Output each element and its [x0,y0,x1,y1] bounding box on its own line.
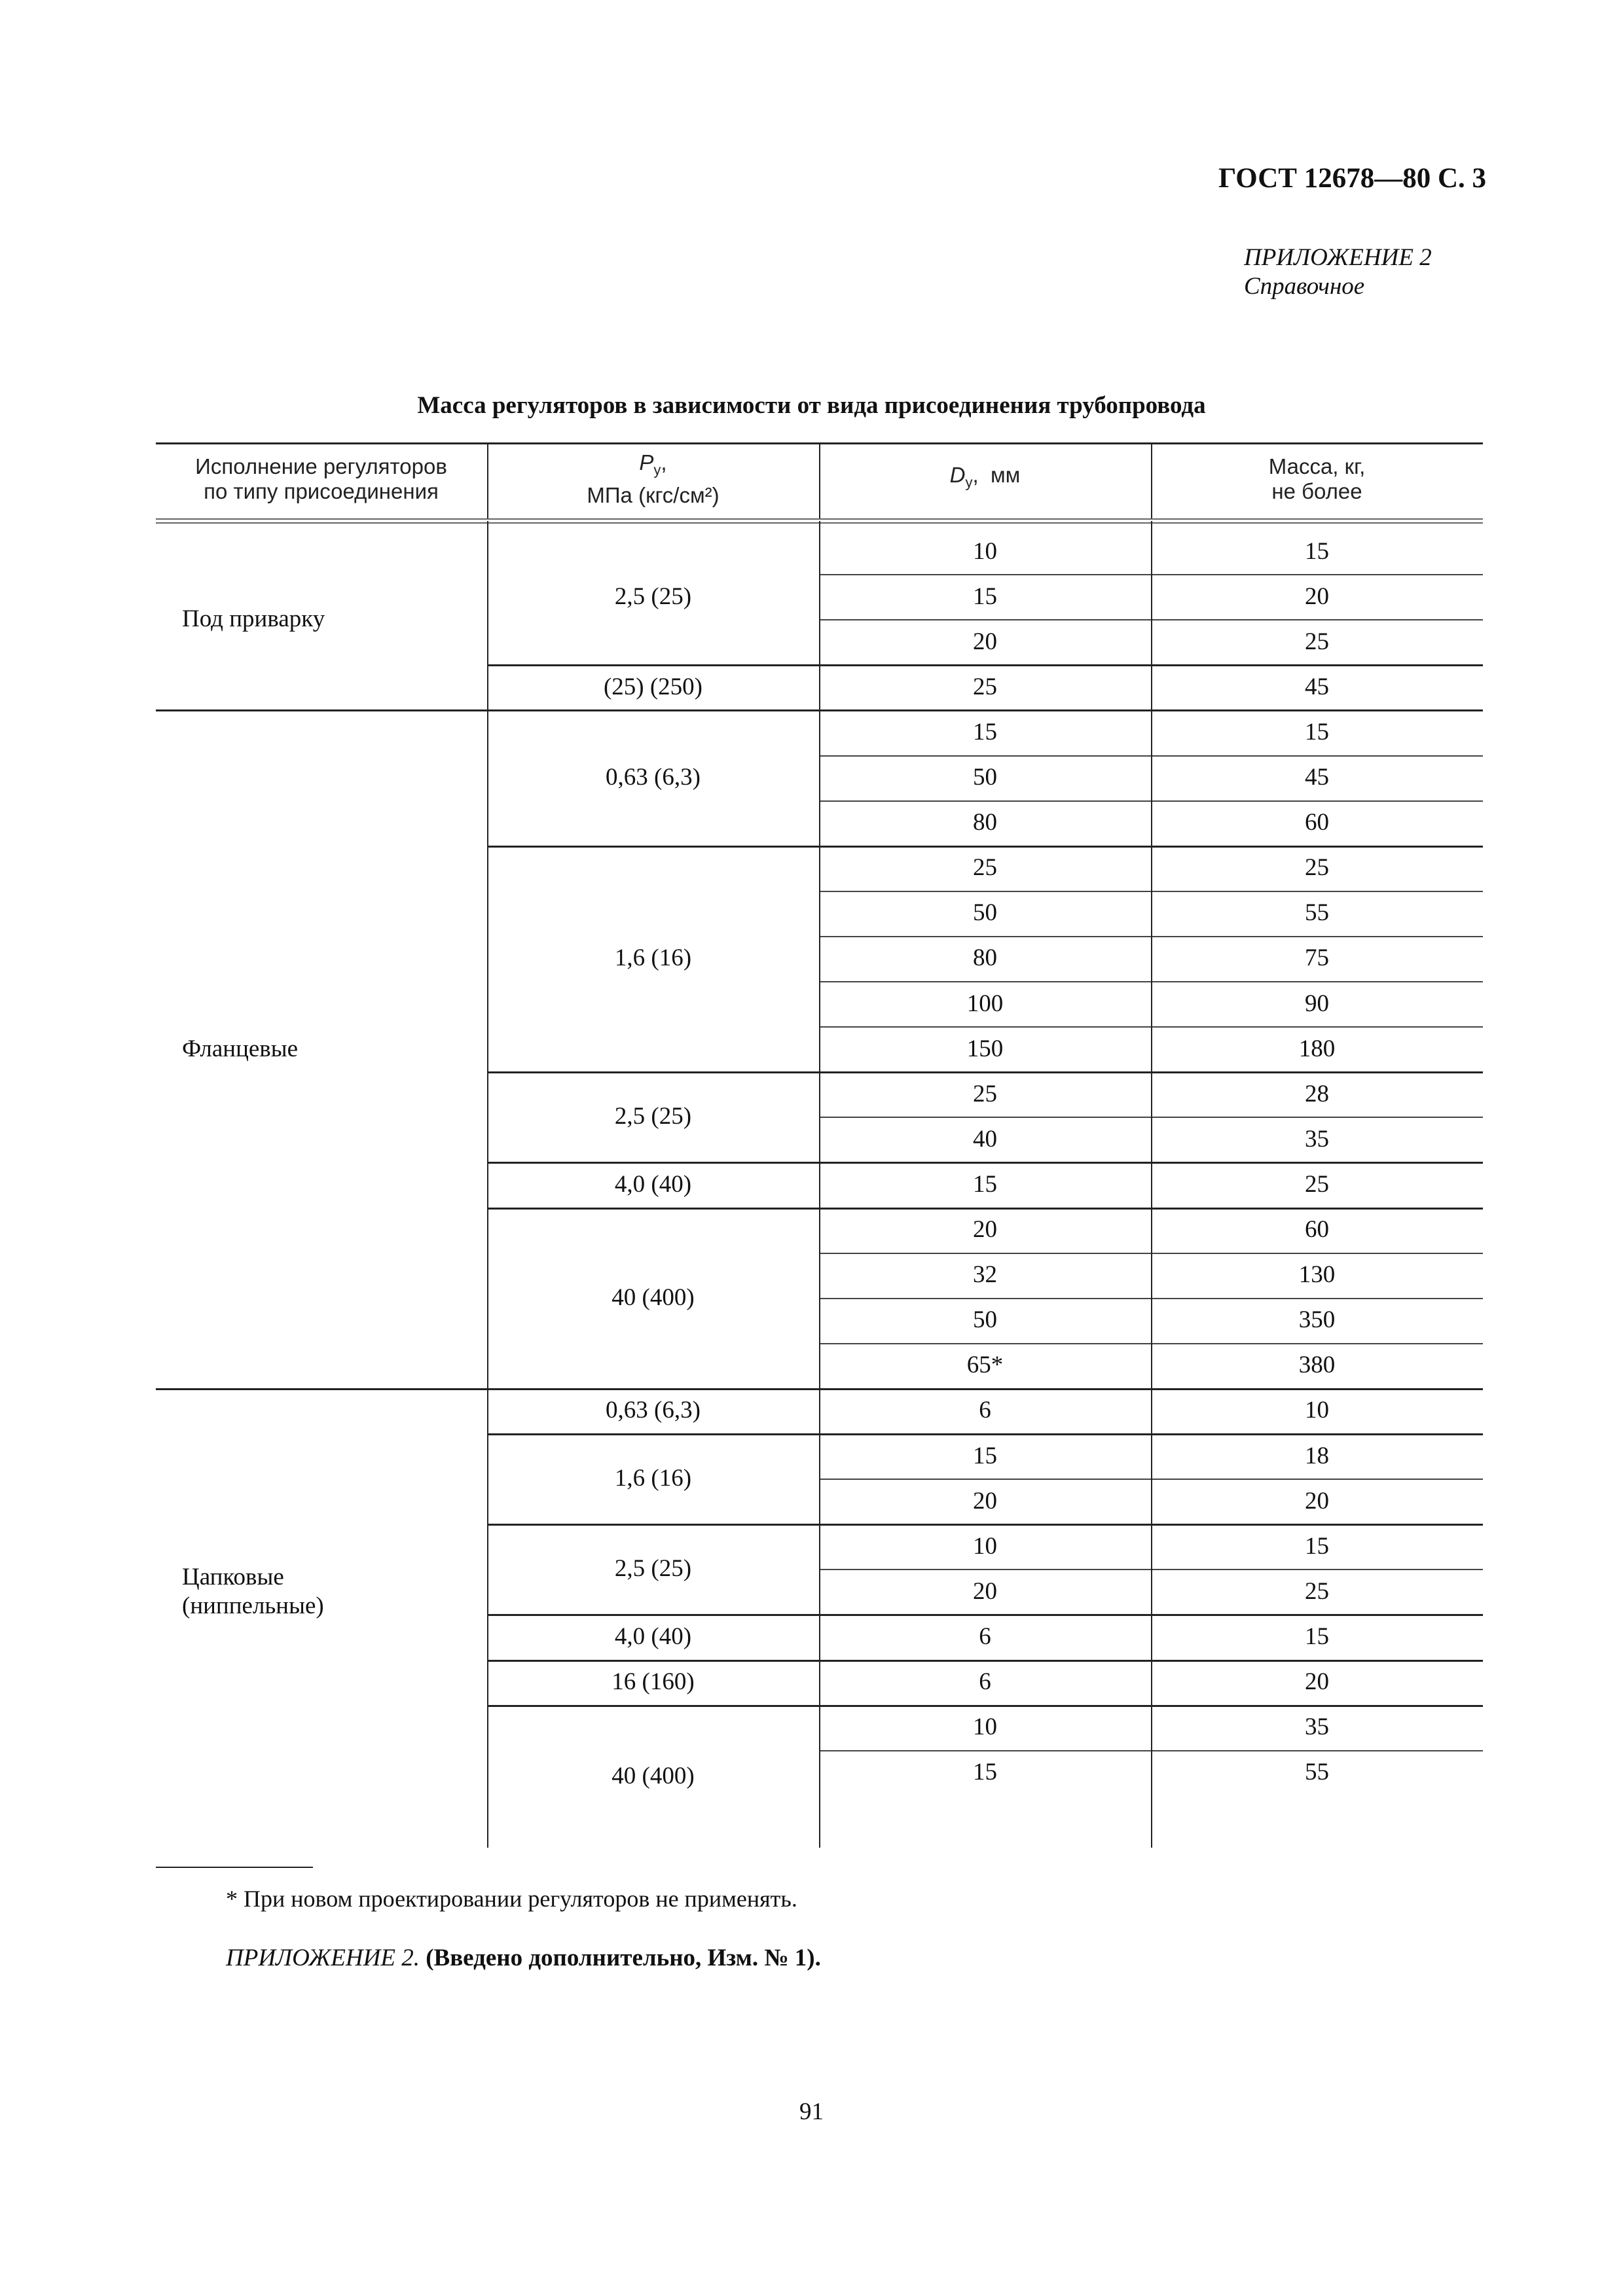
col-header-type [156,442,486,516]
pressure-cell: 0,63 (6,3) [606,764,701,791]
mass-cell: 15 [1305,1532,1329,1560]
dn-cell: 20 [973,1487,997,1515]
mass-cell: 60 [1305,1216,1329,1244]
col-header-mass-line2: не более [1271,479,1362,503]
connection-type-cell [156,1388,487,1795]
appendix-note-italic: ПРИЛОЖЕНИЕ 2. [226,1945,420,1971]
dn-cell: 10 [973,1713,997,1741]
connection-type-cell: Под приварку [182,605,325,633]
dn-cell: 40 [973,1125,997,1153]
mass-cell: 25 [1305,1577,1329,1605]
col-header-pressure [488,442,818,516]
pressure-cell: 16 (160) [611,1668,695,1696]
col-header-dn-text: $D_у$, мм [949,463,1021,491]
dn-cell: 6 [979,1668,991,1696]
col-header-type-line1: Исполнение регуляторов [195,454,447,478]
dn-cell: 20 [973,628,997,655]
dn-cell: 50 [973,764,997,791]
pressure-symbol: P [639,450,654,475]
header-divider-mass [1151,442,1152,518]
dn-cell: 80 [973,809,997,836]
appendix-note [226,1944,821,1972]
mass-cell: 75 [1305,944,1329,972]
pressure-cell: 2,5 (25) [614,1103,692,1130]
dn-cell: 100 [966,990,1004,1017]
mass-cell: 20 [1305,583,1329,610]
dn-cell: 15 [973,1442,997,1469]
pressure-cell: 4,0 (40) [614,1170,692,1198]
mass-cell: 15 [1305,1623,1329,1650]
pressure-sub: у [653,461,661,478]
dn-symbol: D [949,463,966,488]
mass-cell: 55 [1305,1759,1329,1786]
dn-cell: 6 [979,1397,991,1424]
mass-cell: 350 [1298,1306,1336,1334]
mass-cell: 25 [1305,628,1329,655]
col-header-type-line2: по типу присоединения [204,479,439,503]
pressure-cell: 1,6 (16) [614,1465,692,1492]
pressure-cell: (25) (250) [603,673,703,700]
dn-cell: 50 [973,1306,997,1334]
dn-cell: 50 [973,899,997,927]
mass-cell: 55 [1305,899,1329,927]
col-header-pressure-line1: $P_у$, [639,450,667,478]
dn-cell: 25 [973,673,997,700]
document-header: ГОСТ 12678—80 С. 3 [1218,163,1486,194]
dn-cell: 10 [973,1532,997,1560]
pressure-cell: 40 (400) [611,1762,695,1789]
mass-cell: 10 [1305,1397,1329,1424]
dn-cell: 15 [973,1759,997,1786]
mass-cell: 180 [1298,1035,1336,1062]
page-number: 91 [799,2098,824,2125]
appendix-label: ПРИЛОЖЕНИЕ 2 [1244,244,1432,271]
dn-cell: 32 [973,1261,997,1289]
dn-cell: 15 [973,718,997,745]
pressure-cell: 2,5 (25) [614,583,692,610]
connection-type-line2: (ниппельные) [182,1592,324,1619]
mass-cell: 35 [1305,1713,1329,1741]
col-header-dn [820,442,1150,516]
pressure-cell: 0,63 (6,3) [606,1397,701,1424]
col-header-mass [1152,442,1482,516]
mass-cell: 20 [1305,1668,1329,1696]
dn-cell: 25 [973,1080,997,1107]
dn-cell: 65* [966,1352,1004,1379]
mass-cell: 130 [1298,1261,1336,1289]
footnote: * При новом проектировании регуляторов не применять. [226,1886,797,1912]
dn-cell: 150 [966,1035,1004,1062]
dn-cell: 15 [973,1170,997,1198]
pressure-cell: 2,5 (25) [614,1555,692,1583]
dn-cell: 80 [973,944,997,972]
col-header-pressure-line2: МПа (кгс/см²) [587,482,720,507]
mass-cell: 60 [1305,809,1329,836]
connection-type-cell: Фланцевые [182,1035,299,1062]
dn-cell: 10 [973,537,997,565]
mass-cell: 25 [1305,854,1329,882]
mass-cell: 20 [1305,1487,1329,1515]
appendix-kind: Справочное [1244,273,1365,300]
dn-cell: 20 [973,1577,997,1605]
dn-cell: 25 [973,854,997,882]
dn-cell: 15 [973,583,997,610]
mass-cell: 15 [1305,537,1329,565]
mass-cell: 28 [1305,1080,1329,1107]
mass-cell: 90 [1305,990,1329,1017]
header-divider-dn [819,442,820,518]
pressure-cell: 4,0 (40) [614,1623,692,1650]
table-title: Масса регуляторов в зависимости от вида присоединения трубопровода [417,392,1206,419]
mass-cell: 45 [1305,673,1329,700]
dn-sub: у [965,474,973,491]
appendix-note-bold: (Введено дополнительно, Изм. № 1). [426,1945,821,1971]
pressure-cell: 40 (400) [611,1283,695,1311]
mass-cell: 15 [1305,718,1329,745]
dn-cell: 20 [973,1216,997,1244]
dn-unit: мм [990,463,1021,488]
footnote-rule [156,1867,313,1868]
mass-cell: 18 [1305,1442,1329,1469]
mass-cell: 35 [1305,1125,1329,1153]
header-divider-pressure [487,442,488,518]
dn-cell: 6 [979,1623,991,1650]
mass-cell: 45 [1305,764,1329,791]
connection-type-line1: Цапковые [182,1563,284,1590]
mass-cell: 380 [1298,1352,1336,1379]
mass-cell: 25 [1305,1170,1329,1198]
col-header-mass-line1: Масса, кг, [1268,454,1366,478]
pressure-cell: 1,6 (16) [614,944,692,972]
